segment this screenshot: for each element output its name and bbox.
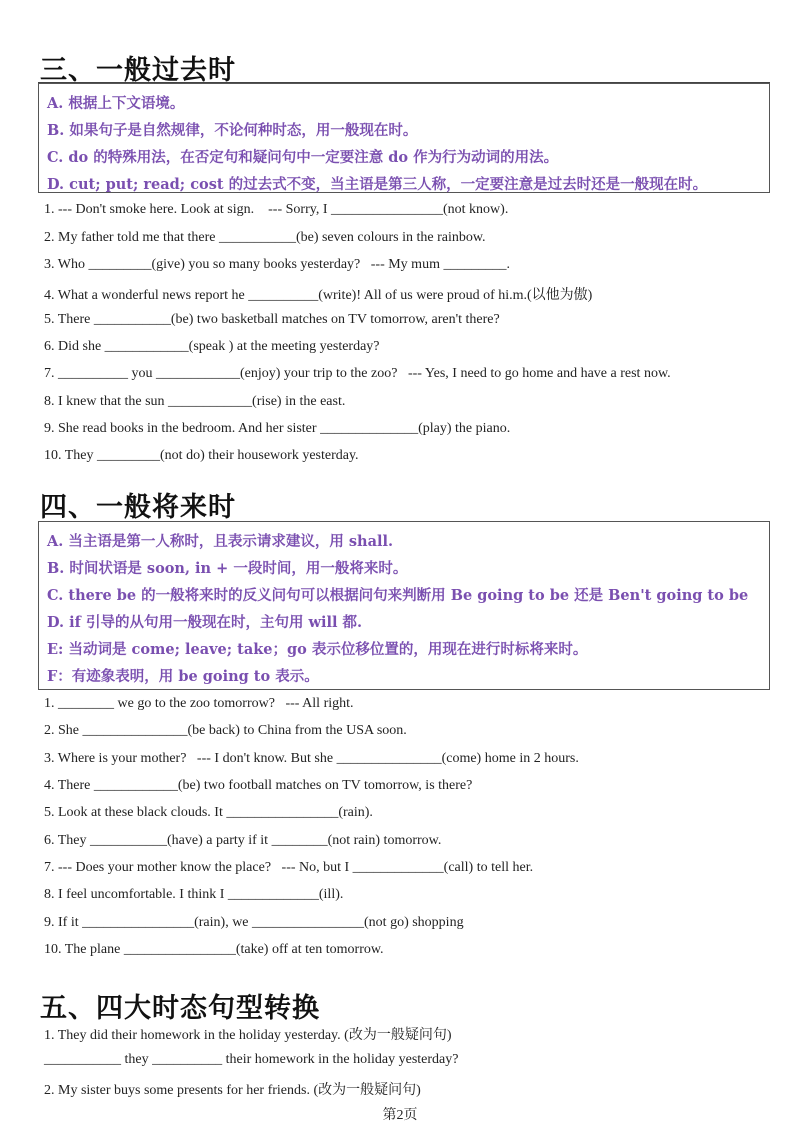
exercise-item: 6. Did she ____________(speak ) at the meeting yesterday? — [44, 339, 380, 354]
exercise-item: 6. They ___________(have) a party if it ________(not rain) tomorrow. — [44, 833, 442, 848]
section3-note: A. 根据上下文语境。 — [47, 95, 185, 112]
exercise-item: 3. Where is your mother? --- I don't know. But she _______________(come) home in 2 hours. — [44, 751, 579, 766]
section3-notes-box — [38, 83, 770, 193]
exercise-item: 1. They did their homework in the holiday yesterday. (改为一般疑问句) — [44, 1028, 452, 1043]
exercise-item: 2. She _______________(be back) to China from the USA soon. — [44, 723, 407, 738]
exercise-item: 2. My father told me that there ___________(be) seven colours in the rainbow. — [44, 230, 486, 245]
section3-note: D. cut; put; read; cost 的过去式不变，当主语是第三人称，一定要注意是过去时还是一般现在时。 — [47, 176, 708, 193]
section3-heading: 三、一般过去时 — [40, 55, 236, 86]
exercise-item: 10. They _________(not do) their housework yesterday. — [44, 448, 359, 463]
section3-note: C. do 的特殊用法，在否定句和疑问句中一定要注意 do 作为行为动词的用法。 — [47, 149, 559, 166]
section4-note: E: 当动词是 come; leave; take；go 表示位移位置的，用现在进行时标将来时。 — [47, 641, 588, 658]
exercise-item: 7. __________ you ____________(enjoy) your trip to the zoo? --- Yes, I need to go home and have a rest now. — [44, 366, 671, 381]
exercise-item: ___________ they __________ their homework in the holiday yesterday? — [44, 1052, 459, 1067]
section4-heading: 四、一般将来时 — [40, 492, 236, 523]
exercise-item: 3. Who _________(give) you so many books yesterday? --- My mum _________. — [44, 257, 510, 272]
section4-note: B. 时间状语是 soon, in + 一段时间，用一般将来时。 — [47, 560, 408, 577]
exercise-item: 8. I knew that the sun ____________(rise) in the east. — [44, 394, 346, 409]
section4-note: F：有迹象表明，用 be going to 表示。 — [47, 668, 319, 685]
exercise-item: 5. There ___________(be) two basketball matches on TV tomorrow, aren't there? — [44, 312, 500, 327]
exercise-item: 2. My sister buys some presents for her friends. (改为一般疑问句) — [44, 1083, 421, 1098]
section5-heading: 五、四大时态句型转换 — [40, 993, 320, 1024]
section4-note: A. 当主语是第一人称时，且表示请求建议，用 shall. — [47, 533, 394, 550]
section4-note: D. if 引导的从句用一般现在时，主句用 will 都. — [47, 614, 363, 631]
exercise-item: 1. --- Don't smoke here. Look at sign. --- Sorry, I ________________(not know). — [44, 202, 509, 217]
exercise-item: 5. Look at these black clouds. It ________________(rain). — [44, 805, 373, 820]
exercise-item: 10. The plane ________________(take) off at ten tomorrow. — [44, 942, 384, 957]
exercise-item: 7. --- Does your mother know the place? --- No, but I _____________(call) to tell her. — [44, 860, 534, 875]
exercise-item: 9. She read books in the bedroom. And her sister ______________(play) the piano. — [44, 421, 511, 436]
exercise-item: 1. ________ we go to the zoo tomorrow? --- All right. — [44, 696, 354, 711]
page-number: 第2页 — [382, 1108, 418, 1123]
exercise-item: 4. What a wonderful news report he __________(write)! All of us were proud of hi.m.(以他为傲) — [44, 288, 593, 303]
section4-notes-box — [38, 521, 770, 690]
exercise-item: 8. I feel uncomfortable. I think I _____________(ill). — [44, 887, 344, 902]
section4-note: C. there be 的一般将来时的反义问句可以根据问句来判断用 Be going to be 还是 Ben't going to be — [47, 587, 749, 604]
exercise-item: 9. If it ________________(rain), we ________________(not go) shopping — [44, 915, 464, 930]
section3-note: B. 如果句子是自然规律，不论何种时态，用一般现在时。 — [47, 122, 418, 139]
exercise-item: 4. There ____________(be) two football matches on TV tomorrow, is there? — [44, 778, 473, 793]
